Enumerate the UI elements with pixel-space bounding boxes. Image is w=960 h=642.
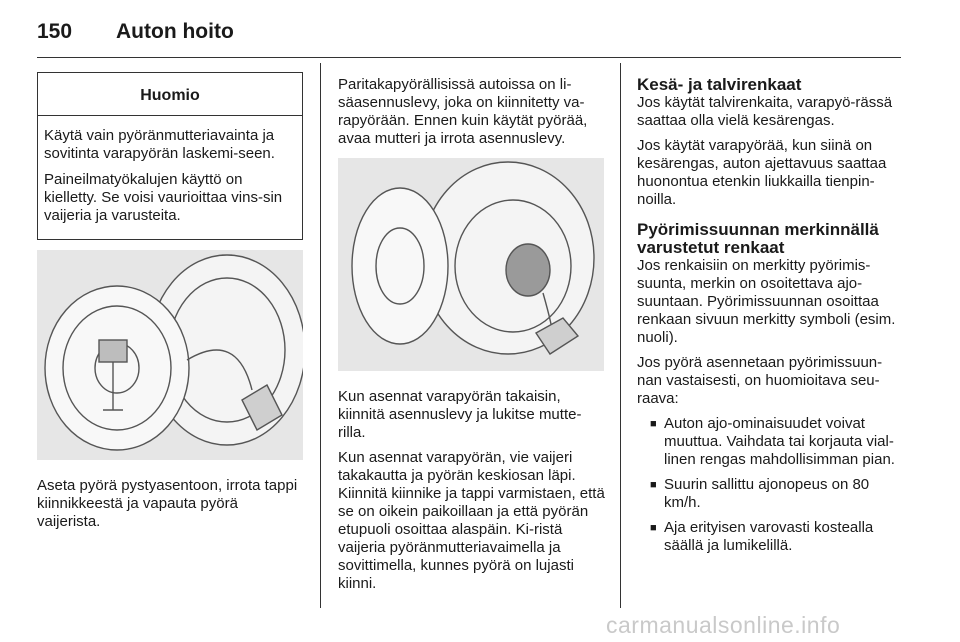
column-3 — [637, 76, 905, 562]
bullet-text: Aja erityisen varovasti kostealla säällä ja lumikelillä. — [664, 519, 874, 554]
bullet-square-icon: ■ — [650, 418, 657, 430]
bullet-square-icon: ■ — [650, 479, 657, 491]
header-rule — [37, 57, 901, 58]
section1-paragraph-1: Jos käytät talvirenkaita, varapyö-rässä saattaa olla vielä kesärengas. — [637, 94, 893, 129]
column2-paragraph-1: Kun asennat varapyörän takaisin, kiinnitä asennuslevy ja lukitse mutte-rilla. — [338, 388, 582, 441]
caution-bullet-list — [637, 415, 905, 555]
spare-wheel-winch-illustration — [37, 250, 303, 460]
list-item — [650, 476, 905, 512]
column-divider-2 — [620, 63, 621, 608]
mounting-plate-drawing — [338, 158, 604, 371]
mounting-plate-illustration — [338, 158, 604, 371]
bullet-text: Suurin sallittu ajonopeus on 80 km/h. — [664, 476, 870, 511]
section1-paragraph-2: Jos käytät varapyörää, kun siinä on kesärengas, auton ajettavuus saattaa huonontua etenkin liukkailla tienpin-noilla. — [637, 137, 887, 208]
wheel-winch-drawing — [37, 250, 303, 460]
notice-title: Huomio — [38, 73, 302, 116]
notice-box — [37, 72, 303, 240]
column-divider-1 — [320, 63, 321, 608]
section2-paragraph-2: Jos pyörä asennetaan pyörimissuun-nan vastaisesti, on huomioitava seu-raava: — [637, 354, 883, 407]
column2-paragraph-2: Kun asennat varapyörän, vie vaijeri takakautta ja pyörän keskiosan läpi. Kiinnitä kiinnike ja tappi varmistaen, että se on oikein paikoillaan ja että pyörän etupuoli osoittaa alaspäin. Ki-ristä vaijeria pyöränmutteriavaimella ja sovittimella, kunnes pyörä on lujasti kiinni. — [338, 449, 605, 592]
page-title: Auton hoito — [116, 20, 234, 43]
notice-paragraph-1: Käytä vain pyöränmutteriavainta ja sovitinta varapyörän laskemi-seen. — [44, 127, 275, 162]
bullet-text: Auton ajo-ominaisuudet voivat muuttua. Vaihdata tai korjauta vial-linen rengas mahdollisimman pian. — [664, 415, 895, 468]
page-number: 150 — [37, 20, 73, 43]
notice-body — [38, 116, 302, 239]
column2-intro: Paritakapyörällisissä autoissa on li-säasennuslevy, joka on kiinnitetty va-rapyörään. Ennen kuin käytät pyörää, avaa mutteri ja irrota asennuslevy. — [338, 76, 588, 147]
list-item — [650, 415, 905, 469]
watermark: carmanualsonline.info — [606, 612, 841, 638]
notice-paragraph-2: Paineilmatyökalujen käyttö on kielletty. Se voisi vaurioittaa vins-sin vaijeria ja varusteita. — [44, 171, 283, 224]
section2-paragraph-1: Jos renkaisiin on merkitty pyörimis-suunta, merkin on osoitettava ajo-suuntaan. Pyörimissuunnan osoittaa renkaan sivuun merkitty symboli (esim. nuoli). — [637, 257, 896, 346]
column-2 — [338, 76, 606, 600]
list-item — [650, 519, 905, 555]
section-heading-summer-winter: Kesä- ja talvirenkaat — [637, 75, 802, 94]
column-1 — [37, 72, 303, 538]
bullet-square-icon: ■ — [650, 522, 657, 534]
column1-text: Aseta pyörä pystyasentoon, irrota tappi kiinnikkeestä ja vapauta pyörä vaijerista. — [37, 477, 298, 530]
section-heading-directional-tyres: Pyörimissuunnan merkinnällä varustetut renkaat — [637, 220, 879, 257]
